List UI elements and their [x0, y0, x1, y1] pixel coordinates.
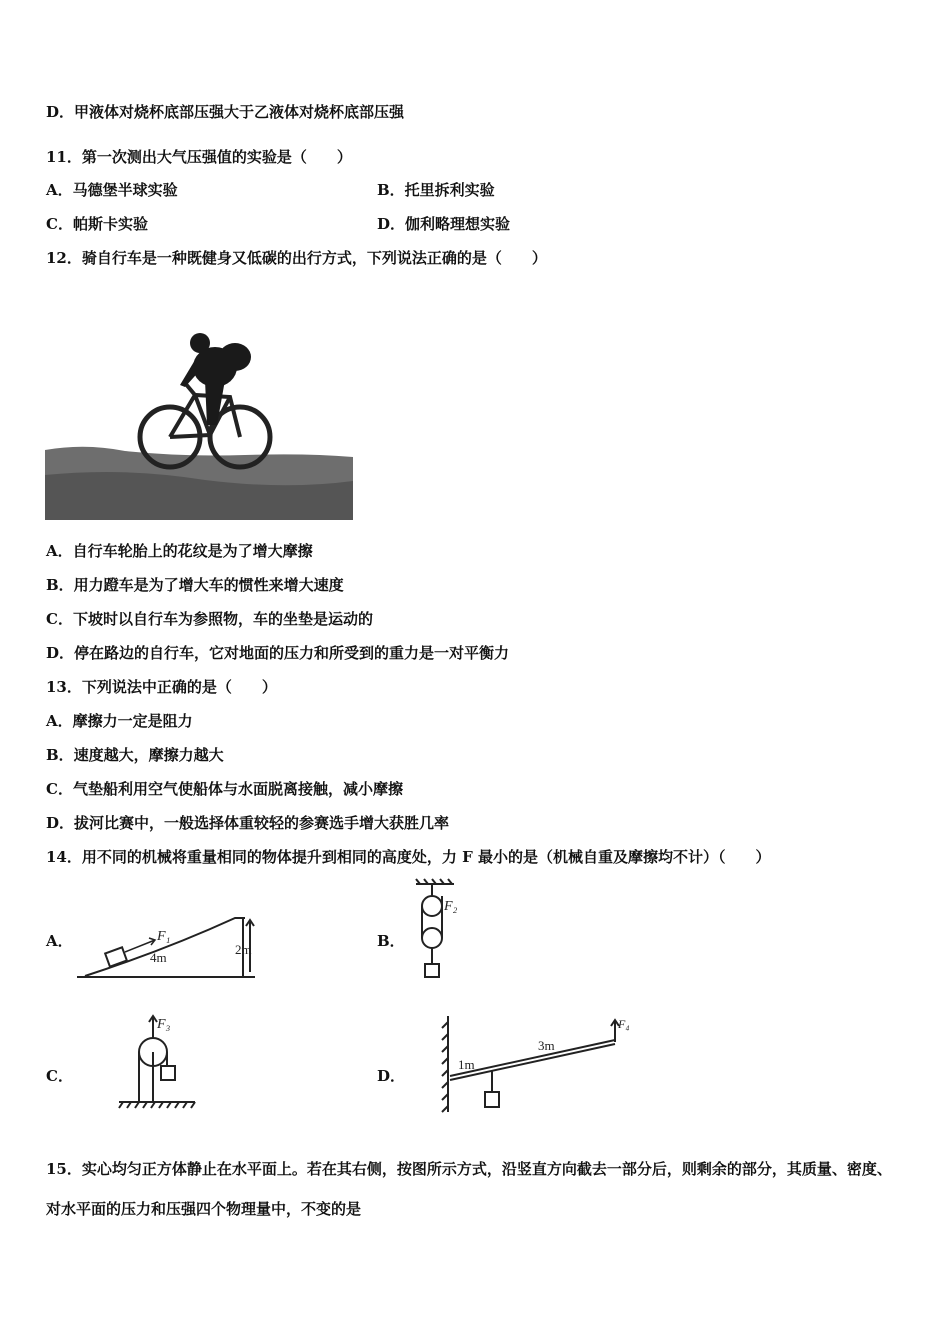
q14-option-b-label: B．: [377, 932, 405, 950]
fig-c-force-label: F₃: [157, 1017, 171, 1032]
q12-option-c: C．下坡时以自行车为参照物，车的坐垫是运动的: [46, 610, 373, 628]
q12-option-a: A．自行车轮胎上的花纹是为了增大摩擦: [46, 542, 313, 560]
q13-option-a: A．摩擦力一定是阻力: [46, 712, 193, 730]
q14-stem: 14．用不同的机械将重量相同的物体提升到相同的高度处，力 F 最小的是（机械自重及摩擦均不计）（ ）: [46, 848, 771, 866]
q14-option-c-label: C．: [46, 1067, 73, 1085]
prev-option-d: D．甲液体对烧杯底部压强大于乙液体对烧杯底部压强: [46, 103, 405, 121]
cyclist-photo: [45, 285, 353, 520]
q15-stem: 15．实心均匀正方体静止在水平面上。若在其右侧，按图所示方式，沿竖直方向截去一部分后，则剩余的部分，其质量、密度、对水平面的压力和压强四个物理量中，不变的是: [46, 1160, 892, 1218]
q13-stem: 13．下列说法中正确的是（ ）: [46, 678, 277, 696]
fig-b-force-label: F₂: [444, 899, 458, 914]
fig-d-short-arm-label: 1m: [458, 1057, 475, 1072]
q11-option-d: D．伽利略理想实验: [377, 215, 511, 233]
fig-a-slope-label: 4m: [150, 950, 167, 965]
q12-option-b: B．用力蹬车是为了增大车的惯性来增大速度: [46, 576, 344, 594]
fig-d-force-label: F₄: [618, 1017, 630, 1031]
fig-a-force-label: F₁: [157, 929, 171, 944]
q11-option-c: C．帕斯卡实验: [46, 215, 148, 233]
q11-option-b: B．托里拆利实验: [377, 181, 495, 199]
fig-d-long-arm-label: 3m: [538, 1038, 555, 1053]
inclined-plane-diagram: [75, 910, 265, 985]
q14-option-a-label: A．: [46, 932, 73, 950]
q11-option-a: A．马德堡半球实验: [46, 181, 178, 199]
q13-option-c: C．气垫船利用空气使船体与水面脱离接触，减小摩擦: [46, 780, 403, 798]
pulley-block-diagram: [410, 878, 470, 983]
q12-stem: 12．骑自行车是一种既健身又低碳的出行方式，下列说法正确的是（ ）: [46, 249, 547, 267]
fig-a-height-label: 2m: [235, 942, 252, 957]
fixed-pulley-diagram: [115, 1010, 200, 1110]
q11-stem: 11．第一次测出大气压强值的实验是（ ）: [46, 148, 352, 166]
q12-option-d: D．停在路边的自行车，它对地面的压力和所受到的重力是一对平衡力: [46, 644, 510, 662]
q13-option-d: D．拔河比赛中，一般选择体重较轻的参赛选手增大获胜几率: [46, 814, 450, 832]
lever-diagram: [440, 1012, 635, 1117]
q13-option-b: B．速度越大，摩擦力越大: [46, 746, 224, 764]
q14-option-d-label: D．: [377, 1067, 406, 1085]
